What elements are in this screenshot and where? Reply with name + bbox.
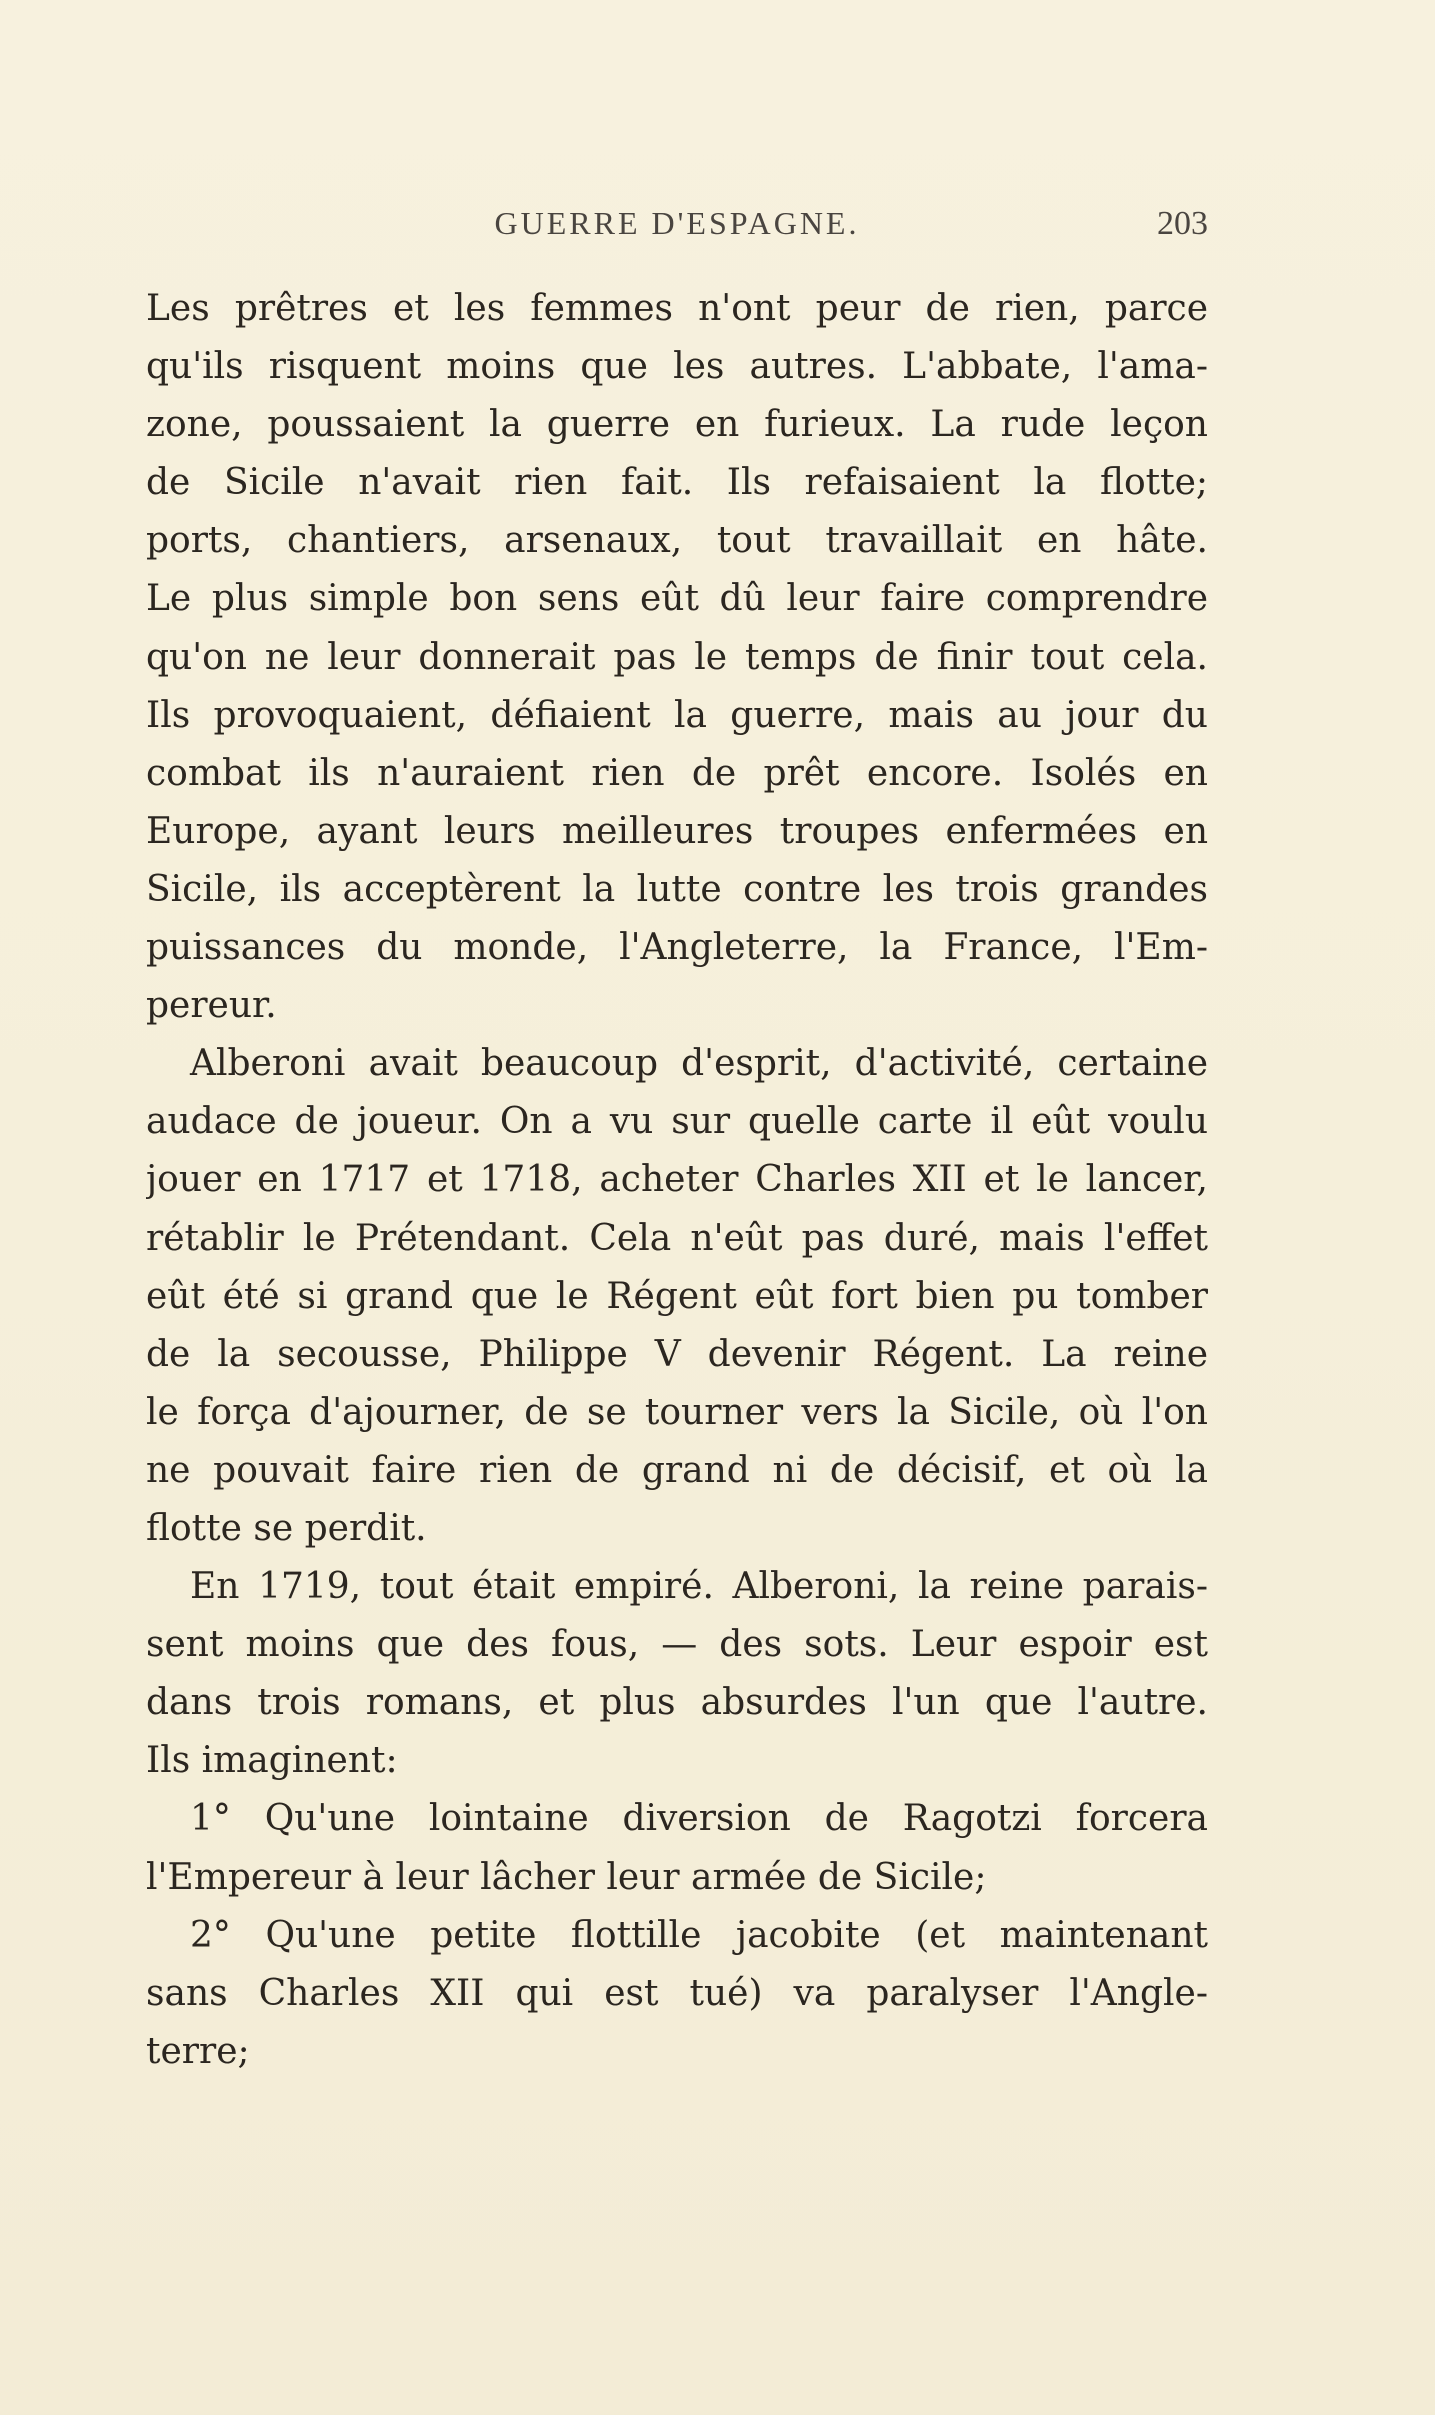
text-line: Ils provoquaient, défiaient la guerre, mais au jour du [146,694,1208,736]
page-number: 203 [1157,205,1208,242]
text-line: sent moins que des fous, — des sots. Leur espoir est [146,1624,1208,1666]
text-line: Alberoni avait beaucoup d'esprit, d'activité, certaine [190,1043,1208,1085]
text-line: En 1719, tout était empiré. Alberoni, la reine parais- [190,1566,1208,1608]
text-line: qu'on ne leur donnerait pas le temps de finir tout cela. [146,636,1208,678]
text-line: Ils imaginent: [146,1740,398,1782]
text-line: 1° Qu'une lointaine diversion de Ragotzi forcera [190,1798,1208,1840]
text-line: eût été si grand que le Régent eût fort bien pu tomber [146,1275,1208,1317]
text-line: flotte se perdit. [146,1507,427,1549]
text-line: terre; [146,2030,250,2072]
running-title: GUERRE D'ESPAGNE. [494,205,860,241]
text-line: Europe, ayant leurs meilleures troupes enfermées en [146,810,1208,852]
text-line: Le plus simple bon sens eût dû leur faire comprendre [146,578,1208,620]
text-line: rétablir le Prétendant. Cela n'eût pas duré, mais l'effet [146,1217,1208,1259]
text-line: qu'ils risquent moins que les autres. L'abbate, l'ama- [146,346,1208,388]
text-line: combat ils n'auraient rien de prêt encore. Isolés en [146,752,1208,794]
text-line: jouer en 1717 et 1718, acheter Charles XII et le lancer, [146,1159,1208,1201]
text-line: dans trois romans, et plus absurdes l'un que l'autre. [146,1682,1208,1724]
text-line: Les prêtres et les femmes n'ont peur de rien, parce [146,288,1208,329]
text-line: l'Empereur à leur lâcher leur armée de Sicile; [146,1856,987,1898]
text-line: audace de joueur. On a vu sur quelle carte il eût voulu [146,1101,1208,1143]
text-line: sans Charles XII qui est tué) va paralyser l'Angle- [146,1972,1208,2014]
running-head [146,205,1208,255]
text-line: pereur. [146,985,277,1027]
text-line: Sicile, ils acceptèrent la lutte contre les trois grandes [146,868,1208,910]
text-line: le força d'ajourner, de se tourner vers la Sicile, où l'on [146,1391,1208,1433]
text-line: puissances du monde, l'Angleterre, la France, l'Em- [146,927,1208,969]
text-line: 2° Qu'une petite flottille jacobite (et maintenant [190,1914,1208,1956]
text-line: zone, poussaient la guerre en furieux. La rude leçon [146,404,1208,446]
text-line: de la secousse, Philippe V devenir Régent. La reine [146,1333,1208,1375]
body-text [146,280,1208,2081]
text-line: ports, chantiers, arsenaux, tout travaillait en hâte. [146,520,1208,562]
text-line: de Sicile n'avait rien fait. Ils refaisaient la flotte; [146,462,1208,504]
text-line: ne pouvait faire rien de grand ni de décisif, et où la [146,1449,1208,1491]
